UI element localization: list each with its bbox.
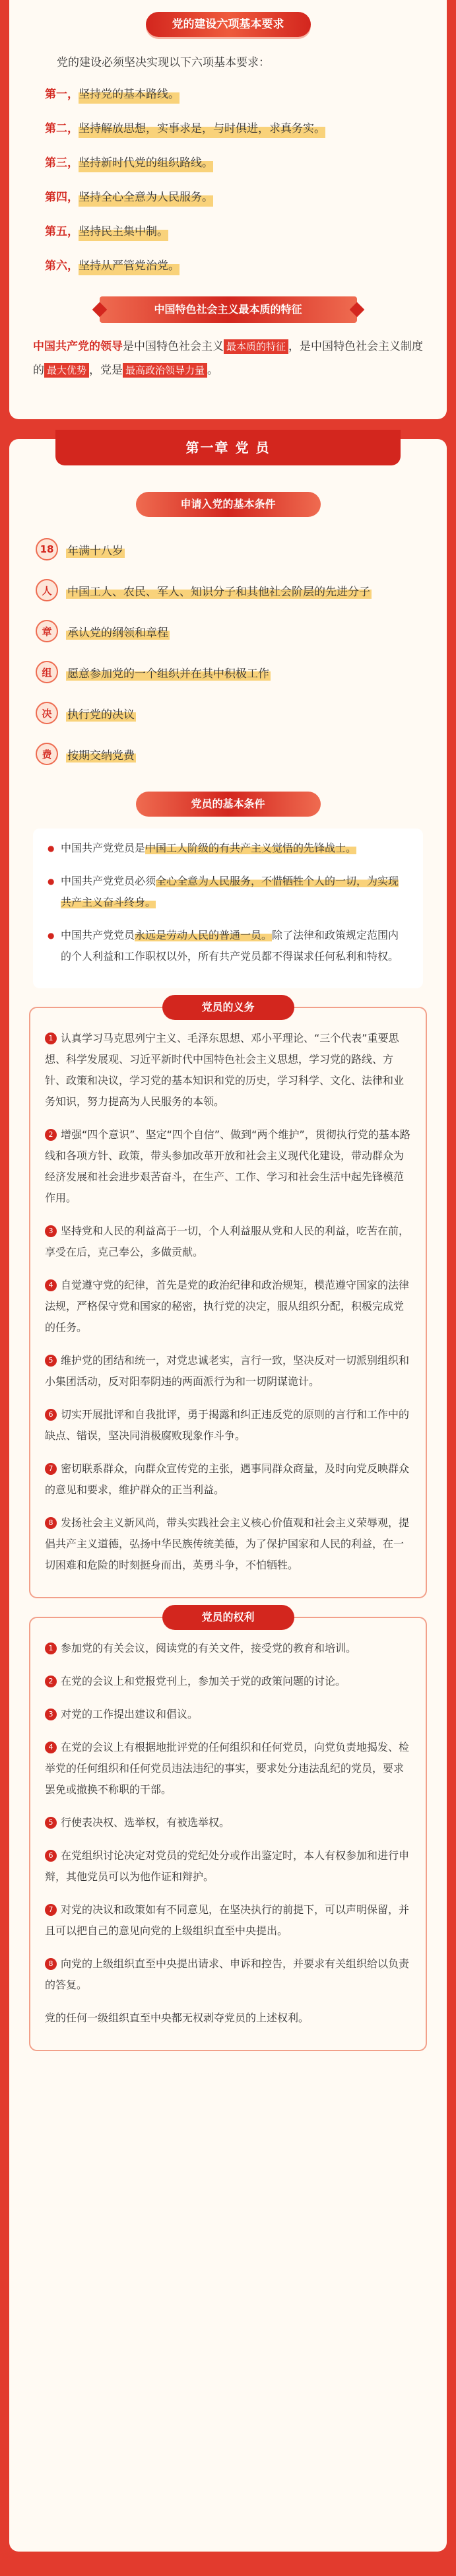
requirement-text: 坚持全心全意为人民服务。: [79, 188, 213, 207]
basic-conditions-box: [33, 829, 423, 988]
number-badge: 3: [45, 1709, 57, 1720]
requirement-text: 坚持民主集中制。: [79, 222, 168, 241]
condition-item: [36, 652, 447, 693]
condition-item: [36, 693, 447, 733]
requirement-text: 坚持从严管党治党。: [79, 257, 179, 275]
requirement-text: 坚持解放思想，实事求是，与时俱进，求真务实。: [79, 119, 325, 138]
duty-item: [45, 1350, 411, 1392]
requirement-number: 第二，: [45, 122, 79, 135]
requirement-item: [45, 112, 430, 146]
requirement-item: [45, 180, 430, 215]
chapter-card: [9, 439, 447, 2552]
duty-item: [45, 1404, 411, 1446]
basic-text: 中国共产党党员是: [61, 842, 146, 854]
duty-text: 切实开展批评和自我批评，勇于揭露和纠正违反党的原则的言行和工作中的缺点、错误，坚决同消极腐败现象作斗争。: [45, 1408, 410, 1442]
number-badge: 6: [45, 1850, 57, 1862]
basic-text: 中国共产党党员必须: [61, 875, 156, 887]
right-text: 在党的会议上有根据地批评党的任何组织和任何党员，向党负责地揭发、检举党的任何组织和任何党员违法违纪的事实，要求处分违法乱纪的党员，要求罢免或撤换不称职的干部。: [45, 1741, 410, 1796]
requirement-number: 第六，: [45, 259, 79, 273]
right-text: 对党的工作提出建议和倡议。: [61, 1708, 199, 1720]
number-badge: 2: [45, 1676, 57, 1687]
number-badge: 6: [45, 1409, 57, 1421]
duty-item: [45, 1458, 411, 1501]
number-badge: 4: [45, 1279, 57, 1291]
rights-title: 党员的权利: [162, 1605, 294, 1630]
number-badge: 2: [45, 1129, 57, 1141]
duty-text: 坚持党和人民的利益高于一切，个人利益服从党和人民的利益，吃苦在前，享受在后，克己奉公，多做贡献。: [45, 1225, 410, 1258]
age-18-icon: 18: [36, 538, 58, 560]
essence-part: ，党是: [89, 364, 123, 377]
right-item: [45, 1953, 411, 1996]
duties-title: 党员的义务: [162, 995, 294, 1020]
right-text: 向党的上级组织直至中央提出请求、申诉和控告，并要求有关组织给以负责的答复。: [45, 1957, 410, 1991]
essence-tag: 最高政治领导力量: [123, 363, 207, 378]
condition-text: 承认党的纲领和章程: [66, 623, 170, 640]
duty-item: [45, 1028, 411, 1112]
right-text: 参加党的有关会议，阅读党的有关文件，接受党的教育和培训。: [61, 1642, 357, 1654]
conditions-title: 申请入党的基本条件: [136, 492, 321, 517]
requirement-number: 第五，: [45, 225, 79, 238]
right-text: 行使表决权、选举权，有被选举权。: [61, 1816, 230, 1829]
chapter-title: 第一章 党 员: [55, 430, 401, 465]
duty-text: 认真学习马克思列宁主义、毛泽东思想、邓小平理论、“三个代表”重要思想、科学发展观、习近平新时代中国特色社会主义思想，学习党的路线、方针、政策和决议，学习党的基本知识和党的历史，学习科学、文化、法律和业务知识，努力提高为人民服务的本领。: [45, 1032, 405, 1108]
essence-tag: 最大优势: [44, 363, 89, 378]
right-text: 对党的决议和政策如有不同意见，在坚决执行的前提下，可以声明保留，并且可以把自己的意见向党的上级组织直至中央提出。: [45, 1903, 410, 1937]
right-item: [45, 1737, 411, 1800]
essence-part: ，是中国特色社会主义制度的: [33, 340, 424, 377]
condition-text: 按期交纳党费: [66, 746, 136, 763]
right-item: [45, 1704, 411, 1725]
condition-item: [36, 529, 447, 570]
condition-item: [36, 611, 447, 652]
number-badge: 8: [45, 1958, 57, 1970]
right-item: [45, 1638, 411, 1659]
number-badge: 7: [45, 1904, 57, 1916]
duties-box: [29, 1001, 427, 1598]
conditions-list: [9, 529, 447, 774]
requirement-item: [45, 249, 430, 283]
right-item: [45, 1845, 411, 1887]
duty-text: 自觉遵守党的纪律，首先是党的政治纪律和政治规矩，模范遵守国家的法律法规，严格保守党和国家的秘密，执行党的决定，服从组织分配，积极完成党的任务。: [45, 1279, 410, 1334]
right-item: [45, 1812, 411, 1833]
number-badge: 3: [45, 1225, 57, 1237]
duty-item: [45, 1512, 411, 1576]
requirement-item: [45, 215, 430, 249]
rights-footer: 党的任何一级组织直至中央都无权剥夺党员的上述权利。: [45, 2012, 309, 2024]
number-badge: 1: [45, 1033, 57, 1044]
resolution-icon: 决: [36, 702, 58, 724]
right-text: 在党的会议上和党报党刊上，参加关于党的政策问题的讨论。: [61, 1675, 346, 1687]
essence-tag: 最本质的特征: [224, 339, 288, 354]
number-badge: 5: [45, 1355, 57, 1367]
rights-box: [29, 1611, 427, 2051]
number-badge: 5: [45, 1817, 57, 1829]
requirement-text: 坚持党的基本路线。: [79, 85, 179, 104]
condition-text: 愿意参加党的一个组织并在其中积极工作: [66, 664, 271, 681]
basic-highlight: 全心全意为人民服务，不惜牺牲个人的一切，为实现共产主义奋斗终身。: [61, 875, 399, 908]
requirements-card: [9, 0, 447, 419]
right-text: 在党组织讨论决定对党员的党纪处分或作出鉴定时，本人有权参加和进行申辩，其他党员可以为他作证和辩护。: [45, 1849, 410, 1883]
duty-item: [45, 1124, 411, 1209]
duty-item: [45, 1221, 411, 1263]
requirement-number: 第一，: [45, 88, 79, 101]
condition-text: 中国工人、农民、军人、知识分子和其他社会阶层的先进分子: [66, 582, 372, 599]
organization-icon: 组: [36, 661, 58, 683]
condition-text: 执行党的决议: [66, 705, 136, 722]
basic-item: [48, 925, 408, 967]
spacer: [9, 2051, 447, 2064]
duty-item: [45, 1275, 411, 1338]
requirement-item: [45, 146, 430, 180]
duty-text: 密切联系群众，向群众宣传党的主张，遇事同群众商量，及时向党反映群众的意见和要求，维护群众的正当利益。: [45, 1462, 410, 1496]
requirements-list: [26, 77, 430, 283]
person-icon: 人: [36, 579, 58, 601]
condition-item: [36, 570, 447, 611]
number-badge: 4: [45, 1742, 57, 1753]
basic-text: 除了法律和政策规定范围内的个人利益和工作职权以外，所有共产党员都不得谋求任何私利和特权。: [61, 929, 399, 963]
basic-highlight: 中国工人阶级的有共产主义觉悟的先锋战士。: [145, 842, 357, 854]
basic-item: [48, 838, 408, 859]
basic-text: 中国共产党党员: [61, 929, 135, 941]
basic-highlight: 永远是劳动人民的普通一员。: [135, 929, 273, 941]
essence-part: 是中国特色社会主义: [123, 340, 224, 353]
requirements-title: 党的建设六项基本要求: [146, 12, 311, 37]
essence-part: 中国共产党的领导: [33, 340, 123, 353]
requirement-number: 第四，: [45, 191, 79, 204]
right-item: [45, 1671, 411, 1692]
condition-item: [36, 733, 447, 774]
duty-text: 发扬社会主义新风尚，带头实践社会主义核心价值观和社会主义荣辱观，提倡共产主义道德，弘扬中华民族传统美德，为了保护国家和人民的利益，在一切困难和危险的时刻挺身而出，英勇斗争，不怕牺牲。: [45, 1516, 410, 1571]
document-icon: 章: [36, 620, 58, 642]
requirements-intro: 党的建设必须坚决实现以下六项基本要求：: [57, 56, 270, 69]
money-icon: 费: [36, 743, 58, 765]
condition-text: 年满十八岁: [66, 541, 125, 558]
number-badge: 1: [45, 1643, 57, 1654]
number-badge: 7: [45, 1463, 57, 1475]
requirement-number: 第三，: [45, 156, 79, 170]
number-badge: 8: [45, 1517, 57, 1529]
essence-text: [26, 335, 430, 382]
requirement-text: 坚持新时代党的组织路线。: [79, 154, 213, 172]
right-item: [45, 1899, 411, 1942]
essence-part: 。: [207, 364, 219, 377]
duty-text: 维护党的团结和统一，对党忠诚老实，言行一致，坚决反对一切派别组织和小集团活动，反对阳奉阴违的两面派行为和一切阴谋诡计。: [45, 1354, 410, 1388]
basic-title: 党员的基本条件: [136, 792, 321, 817]
basic-item: [48, 871, 408, 913]
duty-text: 增强“四个意识”、坚定“四个自信”、做到“两个维护”，贯彻执行党的基本路线和各项方针、政策，带头参加改革开放和社会主义现代化建设，带动群众为经济发展和社会进步艰苦奋斗，在生产、工作、学习和社会生活中起先锋模范作用。: [45, 1128, 410, 1204]
requirement-item: [45, 77, 430, 112]
essence-title: 中国特色社会主义最本质的特征: [100, 296, 357, 323]
